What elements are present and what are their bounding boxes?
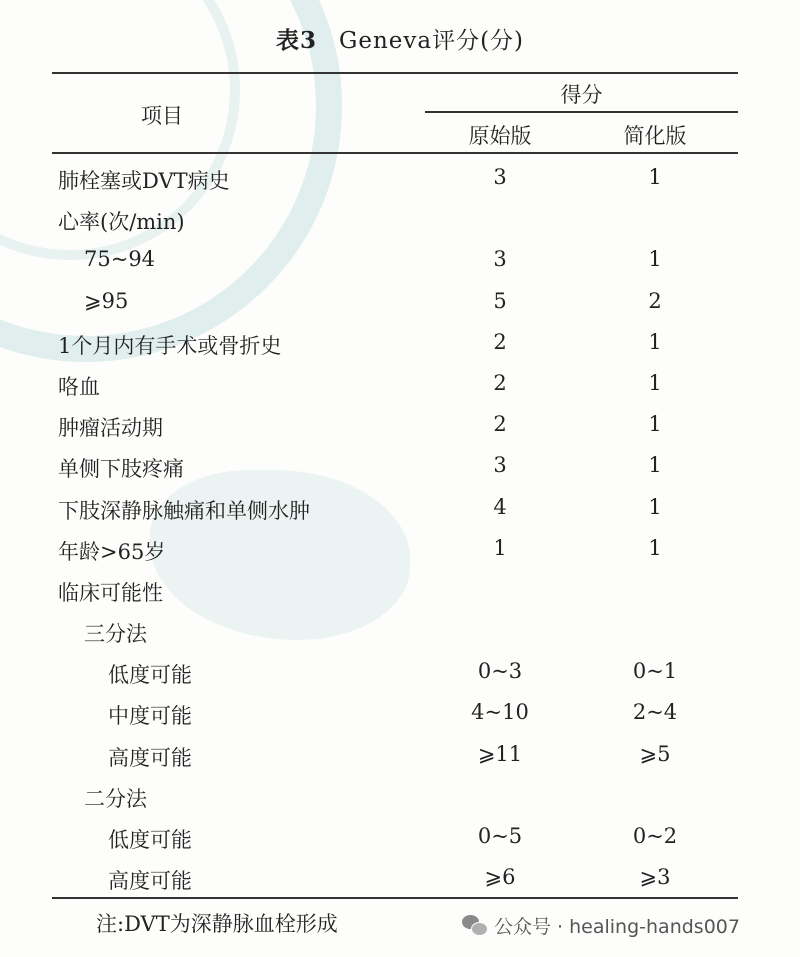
table-row bbox=[0, 775, 800, 816]
table-row bbox=[0, 239, 800, 280]
simplified-score: 1 bbox=[648, 329, 662, 354]
row-label: 咯血 bbox=[58, 374, 100, 399]
row-label: 肺栓塞或DVT病史 bbox=[58, 169, 230, 193]
original-score: 2 bbox=[493, 412, 507, 437]
simplified-score: 2 bbox=[648, 288, 662, 313]
original-score: ⩾11 bbox=[477, 741, 523, 766]
row-label: 三分法 bbox=[84, 622, 147, 647]
original-score: ⩾6 bbox=[484, 865, 516, 890]
table-row bbox=[0, 692, 800, 733]
row-label: 下肢深静脉触痛和单侧水肿 bbox=[58, 498, 310, 523]
simplified-score: 1 bbox=[648, 247, 662, 272]
row-label: 临床可能性 bbox=[58, 580, 163, 605]
row-label: 高度可能 bbox=[108, 869, 192, 894]
original-score: 0~3 bbox=[477, 659, 523, 684]
wechat-icon bbox=[462, 915, 488, 937]
row-label: 心率(次/min) bbox=[58, 210, 185, 235]
header-score: 得分 bbox=[560, 83, 603, 107]
original-score: 0~5 bbox=[477, 824, 523, 848]
simplified-score: ⩾5 bbox=[639, 741, 671, 766]
row-label: 二分法 bbox=[84, 786, 147, 811]
original-score: 3 bbox=[493, 247, 507, 272]
original-score: 2 bbox=[493, 370, 507, 395]
row-label: 低度可能 bbox=[108, 828, 192, 852]
table-number: 表3 bbox=[275, 27, 317, 54]
table-row bbox=[0, 281, 800, 322]
simplified-score: 1 bbox=[648, 165, 662, 189]
original-score: 5 bbox=[493, 288, 507, 313]
table-row bbox=[0, 651, 800, 692]
row-label: ⩾95 bbox=[84, 288, 129, 313]
table-row bbox=[0, 487, 800, 528]
simplified-score: 1 bbox=[648, 370, 662, 395]
table-row bbox=[0, 816, 800, 857]
table-footnote: 注:DVT为深静脉血栓形成 bbox=[96, 912, 338, 936]
row-label: 年龄>65岁 bbox=[58, 539, 166, 564]
row-label: 75~94 bbox=[84, 247, 156, 272]
row-label: 高度可能 bbox=[108, 745, 192, 770]
header-original: 原始版 bbox=[468, 124, 532, 148]
table-row bbox=[0, 404, 800, 445]
table-top-rule bbox=[52, 72, 738, 74]
table-row bbox=[0, 857, 800, 898]
simplified-score: 1 bbox=[648, 412, 662, 437]
table-row bbox=[0, 322, 800, 363]
wechat-account-text: 公众号 · healing-hands007 bbox=[494, 916, 740, 938]
simplified-score: 0~2 bbox=[632, 824, 678, 848]
header-item: 项目 bbox=[141, 104, 183, 128]
original-score: 3 bbox=[493, 165, 507, 189]
row-label: 1个月内有手术或骨折史 bbox=[58, 333, 282, 358]
original-score: 3 bbox=[493, 453, 507, 478]
row-label: 低度可能 bbox=[108, 663, 192, 688]
table-title: Geneva评分(分) bbox=[338, 28, 525, 54]
wechat-watermark bbox=[462, 912, 740, 939]
original-score: 4~10 bbox=[471, 700, 529, 725]
table-row bbox=[0, 528, 800, 569]
table-caption bbox=[0, 22, 800, 55]
table-header-rule bbox=[52, 152, 738, 154]
original-score: 2 bbox=[493, 329, 507, 354]
simplified-score: 0~1 bbox=[632, 659, 678, 684]
original-score: 4 bbox=[493, 494, 507, 519]
simplified-score: 2~4 bbox=[632, 700, 678, 725]
table-body bbox=[0, 157, 800, 898]
table-row bbox=[0, 734, 800, 775]
table-row bbox=[0, 569, 800, 610]
table-row bbox=[0, 445, 800, 486]
simplified-score: 1 bbox=[648, 535, 662, 560]
row-label: 单侧下肢疼痛 bbox=[58, 457, 184, 482]
header-simplified: 简化版 bbox=[623, 124, 687, 148]
table-row bbox=[0, 610, 800, 651]
table-row bbox=[0, 157, 800, 198]
row-label: 肿瘤活动期 bbox=[58, 416, 163, 441]
simplified-score: 1 bbox=[648, 494, 662, 519]
table-row bbox=[0, 363, 800, 404]
simplified-score: ⩾3 bbox=[639, 865, 671, 890]
score-header-rule bbox=[425, 111, 738, 113]
table-row bbox=[0, 198, 800, 239]
original-score: 1 bbox=[493, 535, 507, 560]
row-label: 中度可能 bbox=[108, 704, 192, 729]
simplified-score: 1 bbox=[648, 453, 662, 478]
